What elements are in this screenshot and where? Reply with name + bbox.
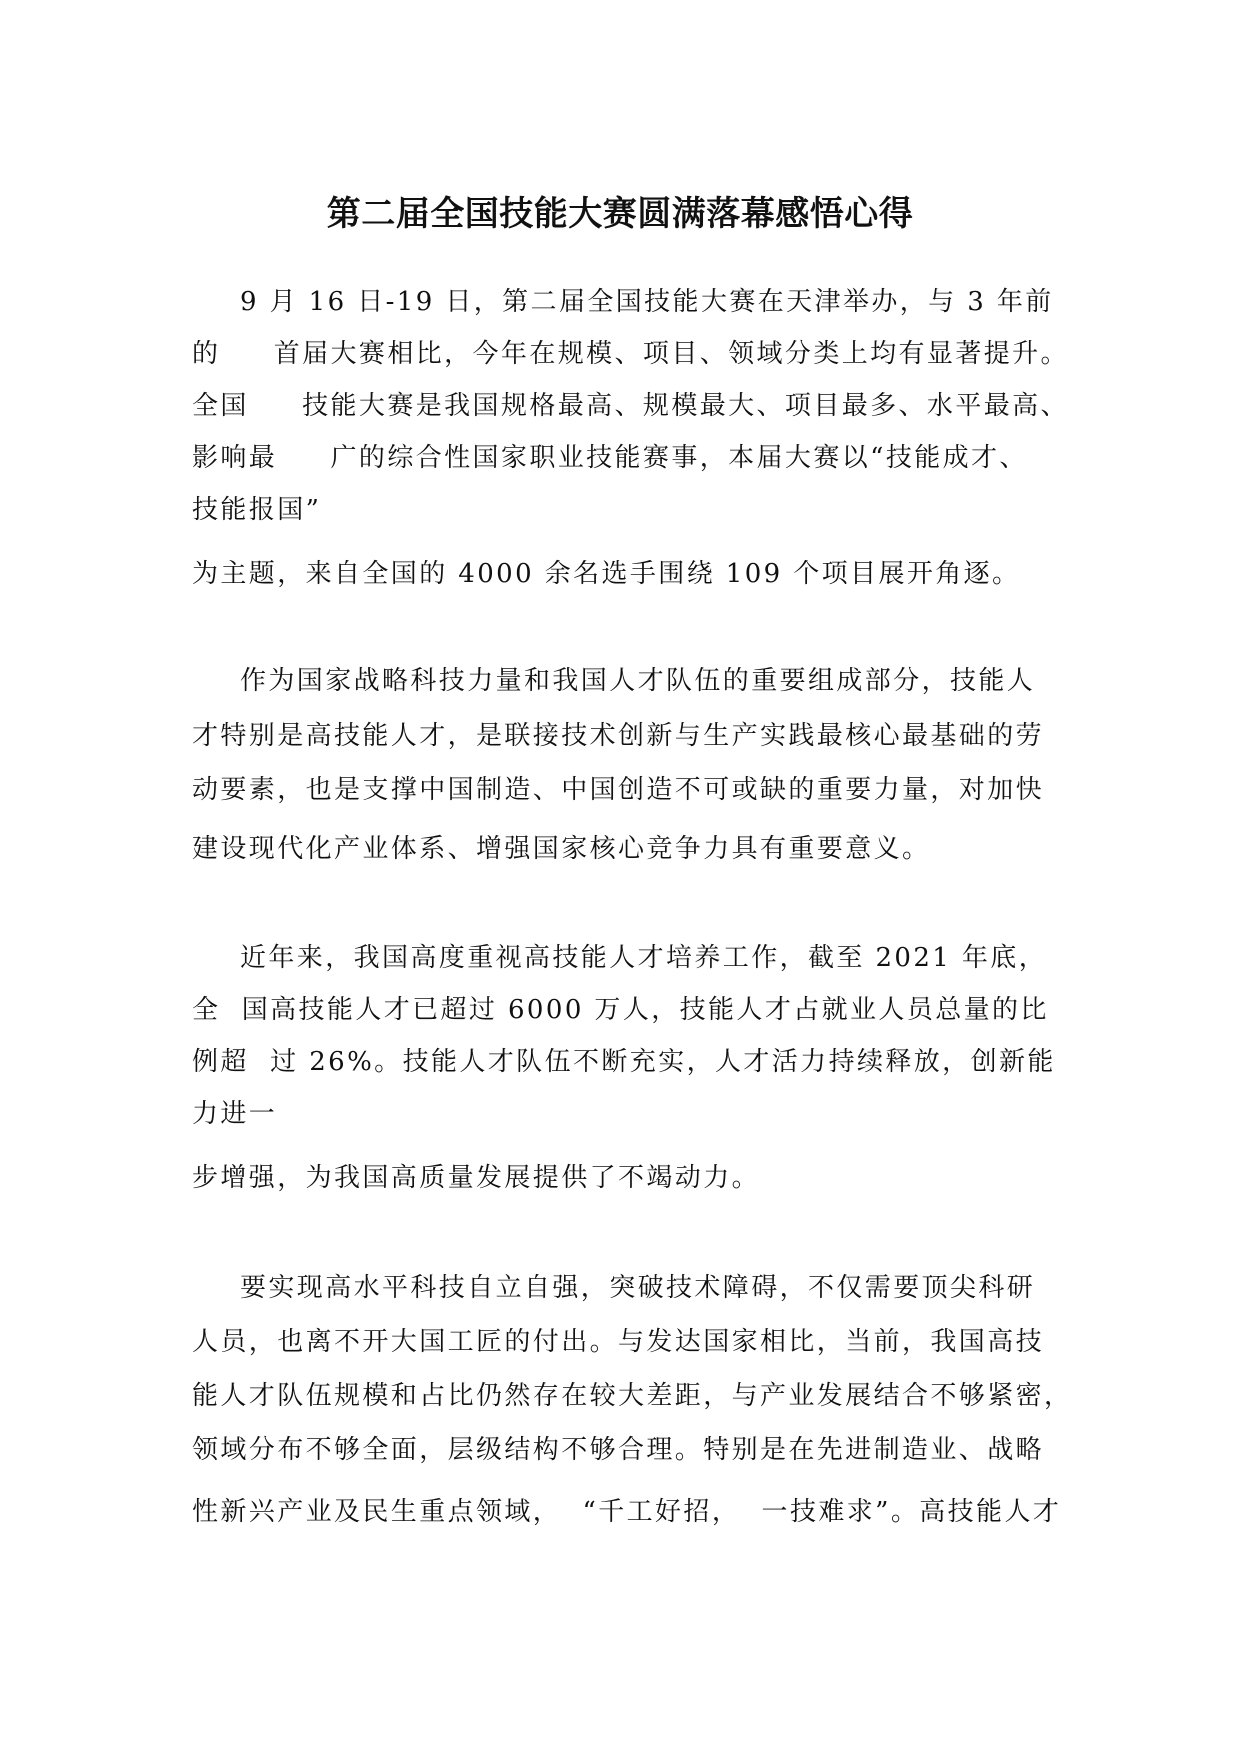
- paragraph-line: 才特别是高技能人才，是联接技术创新与生产实践最核心最基础的劳: [192, 721, 1045, 751]
- paragraph-line: 全国 技能大赛是我国规格最高、规模最大、项目最多、水平最高、: [192, 391, 1069, 421]
- paragraph-line: 人员，也离不开大国工匠的付出。与发达国家相比，当前，我国高技: [192, 1327, 1045, 1357]
- paragraph-line: 要实现高水平科技自立自强，突破技术障碍，不仅需要顶尖科研: [240, 1273, 1036, 1303]
- paragraph-line: 建设现代化产业体系、增强国家核心竞争力具有重要意义。: [192, 834, 931, 864]
- paragraph-line: 性新兴产业及民生重点领域， “千工好招， 一技难求”。高技能人才: [192, 1497, 1062, 1527]
- paragraph-line: 作为国家战略科技力量和我国人才队伍的重要组成部分，技能人: [240, 666, 1036, 696]
- paragraph-line: 近年来，我国高度重视高技能人才培养工作，截至 2021 年底，: [240, 943, 1048, 973]
- paragraph-line: 为主题，来自全国的 4000 余名选手围绕 109 个项目展开角逐。: [192, 559, 1021, 589]
- document-title: 第二届全国技能大赛圆满落幕感悟心得: [326, 194, 914, 234]
- paragraph-line: 步增强，为我国高质量发展提供了不竭动力。: [192, 1163, 761, 1193]
- paragraph-line: 领域分布不够全面，层级结构不够合理。特别是在先进制造业、战略: [192, 1435, 1045, 1465]
- paragraph-line: 影响最 广的综合性国家职业技能赛事，本届大赛以“技能成才、: [192, 443, 1028, 473]
- paragraph-line: 例超 过 26%。技能人才队伍不断充实，人才活力持续释放，创新能: [192, 1047, 1056, 1077]
- paragraph-line: 的 首届大赛相比，今年在规模、项目、领域分类上均有显著提升。: [192, 339, 1069, 369]
- paragraph-line: 动要素，也是支撑中国制造、中国创造不可或缺的重要力量，对加快: [192, 775, 1045, 805]
- paragraph-line: 技能报国”: [192, 495, 322, 525]
- paragraph-line: 力进一: [192, 1099, 278, 1129]
- paragraph-line: 能人才队伍规模和占比仍然存在较大差距，与产业发展结合不够紧密，: [192, 1381, 1073, 1411]
- paragraph-line: 全 国高技能人才已超过 6000 万人，技能人才占就业人员总量的比: [192, 995, 1049, 1025]
- paragraph-line: 9 月 16 日-19 日，第二届全国技能大赛在天津举办，与 3 年前: [240, 287, 1054, 317]
